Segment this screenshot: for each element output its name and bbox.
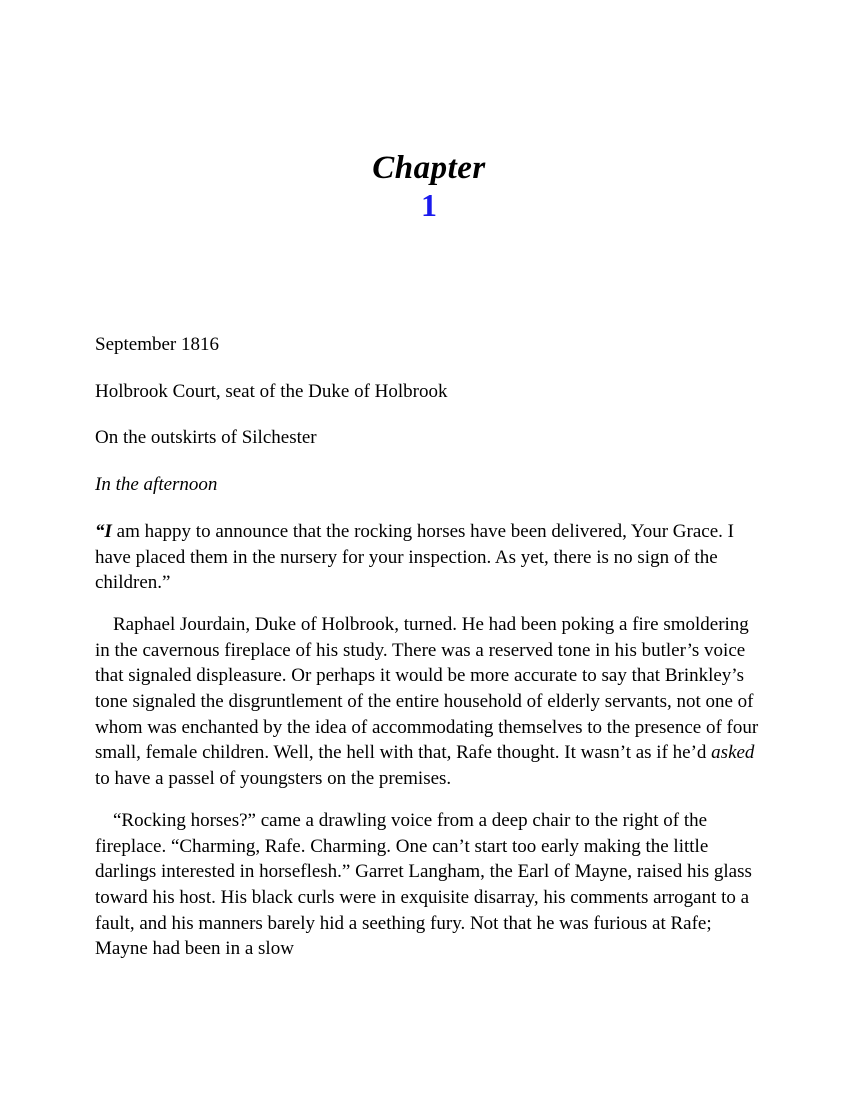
chapter-text	[95, 332, 763, 962]
paragraph	[95, 808, 763, 962]
italic-text-segment: asked	[711, 742, 755, 764]
paragraph	[95, 612, 763, 792]
text-segment: Raphael Jourdain, Duke of Holbrook, turned. He had been poking a fire smoldering in the cavernous fireplace of his study. There was a reserved tone in his butler’s voice that signaled displeasure. Or perhaps it would be more accurate to say that Brinkley’s tone signaled the disgruntlement of the entire household of elderly servants, not one of whom was enchanted by the idea of accommodating themselves to the presence of four small, female children. Well, the hell with that, Rafe thought. It wasn’t as if he’d	[95, 613, 759, 764]
bold-italic-text-segment: “I	[95, 520, 112, 542]
scene-setting-line: Holbrook Court, seat of the Duke of Holbrook	[95, 380, 448, 402]
text-segment: “Rocking horses?” came a drawling voice from a deep chair to the right of the fireplace. “Charming, Rafe. Charming. One can’t start too early making the little darlings interested in horseflesh.” Garret Langham, the Earl of Mayne, raised his glass toward his host. His black curls were in exquisite disarray, his comments arrogant to a fault, and his manners barely hid a seething fury. Not that he was furious at Rafe; Mayne had been in a slow	[95, 809, 752, 960]
scene-setting-line: On the outskirts of Silchester	[95, 427, 317, 449]
chapter-heading-label: Chapter	[372, 150, 486, 186]
paragraph	[95, 519, 763, 596]
chapter-number[interactable]: 1	[421, 187, 437, 223]
scene-setting-line: September 1816	[95, 334, 220, 355]
text-segment: am happy to announce that the rocking horses have been delivered, Your Grace. I have placed them in the nursery for your inspection. As yet, there is no sign of the children.”	[95, 520, 734, 594]
chapter-heading	[95, 150, 763, 224]
text-segment: to have a passel of youngsters on the premises.	[95, 768, 452, 790]
scene-setting-line: In the afternoon	[95, 474, 218, 496]
